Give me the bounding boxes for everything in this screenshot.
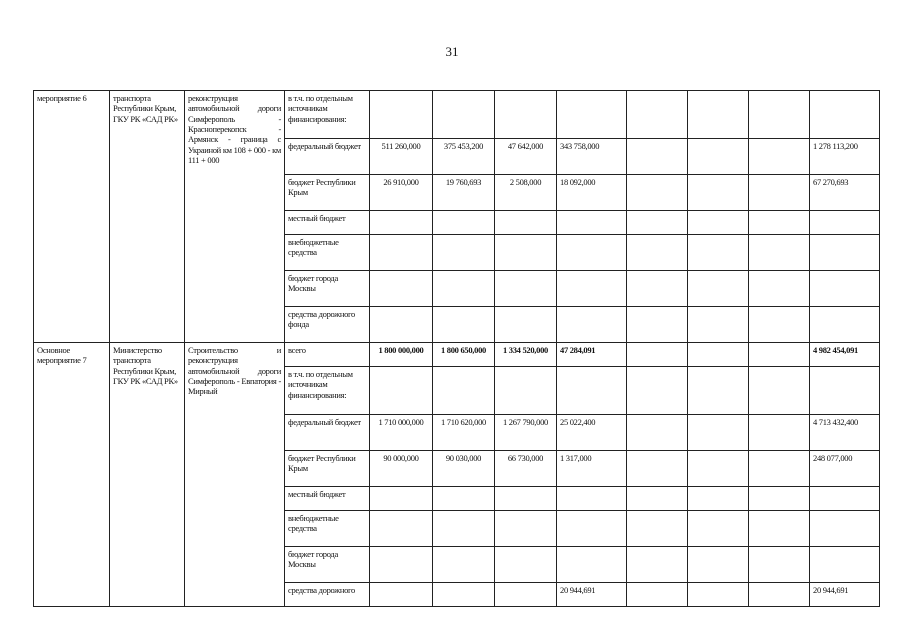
funding-source-cell: в т.ч. по отдельным источникам финансирования: <box>285 367 370 415</box>
amount-cell <box>749 175 810 211</box>
executor-cell: транспорта Республики Крым, ГКУ РК «САД РК» <box>110 91 185 343</box>
amount-cell <box>627 139 688 175</box>
amount-cell <box>688 415 749 451</box>
amount-cell <box>557 235 627 271</box>
amount-cell <box>370 511 433 547</box>
funding-source-cell: местный бюджет <box>285 487 370 511</box>
funding-source-cell: бюджет города Москвы <box>285 547 370 583</box>
amount-cell <box>370 211 433 235</box>
amount-cell <box>627 547 688 583</box>
amount-cell <box>810 367 880 415</box>
amount-cell <box>749 415 810 451</box>
page-number: 31 <box>445 44 459 59</box>
funding-source-cell: федеральный бюджет <box>285 139 370 175</box>
amount-cell <box>370 487 433 511</box>
amount-cell <box>749 211 810 235</box>
amount-cell <box>495 211 557 235</box>
amount-cell <box>749 547 810 583</box>
amount-cell <box>433 307 495 343</box>
amount-cell: 1 800 000,000 <box>370 343 433 367</box>
amount-cell <box>627 271 688 307</box>
amount-cell <box>688 91 749 139</box>
amount-cell: 47 642,000 <box>495 139 557 175</box>
amount-cell <box>433 547 495 583</box>
funding-source-cell: средства дорожного <box>285 583 370 607</box>
amount-cell <box>370 235 433 271</box>
amount-cell: 1 317,000 <box>557 451 627 487</box>
amount-cell <box>627 91 688 139</box>
amount-cell <box>749 511 810 547</box>
funding-source-cell: внебюджетные средства <box>285 511 370 547</box>
amount-cell <box>433 511 495 547</box>
amount-cell <box>495 367 557 415</box>
amount-cell: 1 334 520,000 <box>495 343 557 367</box>
amount-cell: 511 260,000 <box>370 139 433 175</box>
amount-cell <box>627 235 688 271</box>
amount-cell: 1 800 650,000 <box>433 343 495 367</box>
description-cell: Строительство и реконструкция автомобильной дороги Симферополь - Евпатория - Мирный <box>185 343 285 607</box>
amount-cell <box>627 211 688 235</box>
amount-cell <box>688 235 749 271</box>
funding-source-cell: всего <box>285 343 370 367</box>
amount-cell <box>627 415 688 451</box>
amount-cell: 1 278 113,200 <box>810 139 880 175</box>
amount-cell <box>495 307 557 343</box>
amount-cell <box>688 511 749 547</box>
funding-table <box>33 90 880 607</box>
amount-cell <box>688 367 749 415</box>
table-row <box>34 91 880 139</box>
amount-cell <box>433 271 495 307</box>
amount-cell <box>688 487 749 511</box>
amount-cell <box>627 487 688 511</box>
amount-cell <box>370 367 433 415</box>
funding-source-cell: бюджет Республики Крым <box>285 451 370 487</box>
amount-cell <box>749 343 810 367</box>
amount-cell <box>688 547 749 583</box>
amount-cell <box>557 91 627 139</box>
amount-cell <box>627 583 688 607</box>
amount-cell <box>688 211 749 235</box>
amount-cell <box>495 235 557 271</box>
amount-cell <box>495 583 557 607</box>
table-row <box>34 343 880 367</box>
amount-cell <box>627 367 688 415</box>
amount-cell: 248 077,000 <box>810 451 880 487</box>
measure-cell: Основное мероприятие 7 <box>34 343 110 607</box>
amount-cell <box>749 307 810 343</box>
amount-cell <box>688 451 749 487</box>
amount-cell <box>810 487 880 511</box>
amount-cell <box>433 367 495 415</box>
amount-cell <box>495 487 557 511</box>
amount-cell: 66 730,000 <box>495 451 557 487</box>
amount-cell: 4 713 432,400 <box>810 415 880 451</box>
amount-cell <box>370 583 433 607</box>
amount-cell <box>627 175 688 211</box>
amount-cell: 1 710 620,000 <box>433 415 495 451</box>
amount-cell <box>749 91 810 139</box>
amount-cell <box>749 583 810 607</box>
amount-cell <box>557 487 627 511</box>
amount-cell <box>495 91 557 139</box>
amount-cell: 343 758,000 <box>557 139 627 175</box>
amount-cell <box>688 175 749 211</box>
amount-cell <box>627 307 688 343</box>
amount-cell <box>557 307 627 343</box>
amount-cell: 1 710 000,000 <box>370 415 433 451</box>
amount-cell <box>688 343 749 367</box>
amount-cell <box>433 235 495 271</box>
funding-source-cell: бюджет города Москвы <box>285 271 370 307</box>
amount-cell <box>557 211 627 235</box>
amount-cell <box>749 487 810 511</box>
amount-cell <box>433 211 495 235</box>
amount-cell <box>370 547 433 583</box>
amount-cell <box>370 307 433 343</box>
amount-cell <box>810 235 880 271</box>
amount-cell <box>433 91 495 139</box>
amount-cell <box>749 271 810 307</box>
amount-cell: 47 284,091 <box>557 343 627 367</box>
funding-source-cell: средства дорожного фонда <box>285 307 370 343</box>
amount-cell <box>370 91 433 139</box>
amount-cell <box>557 511 627 547</box>
amount-cell <box>749 451 810 487</box>
amount-cell: 26 910,000 <box>370 175 433 211</box>
amount-cell: 1 267 790,000 <box>495 415 557 451</box>
amount-cell: 25 022,400 <box>557 415 627 451</box>
amount-cell <box>557 547 627 583</box>
amount-cell: 90 030,000 <box>433 451 495 487</box>
amount-cell <box>495 271 557 307</box>
amount-cell: 90 000,000 <box>370 451 433 487</box>
amount-cell: 375 453,200 <box>433 139 495 175</box>
funding-source-cell: федеральный бюджет <box>285 415 370 451</box>
funding-source-cell: бюджет Республики Крым <box>285 175 370 211</box>
amount-cell <box>810 271 880 307</box>
amount-cell <box>810 91 880 139</box>
amount-cell: 19 760,693 <box>433 175 495 211</box>
amount-cell <box>688 583 749 607</box>
funding-source-cell: в т.ч. по отдельным источникам финансирования: <box>285 91 370 139</box>
amount-cell <box>627 511 688 547</box>
executor-cell: Министерство транспорта Республики Крым, ГКУ РК «САД РК» <box>110 343 185 607</box>
amount-cell: 67 270,693 <box>810 175 880 211</box>
amount-cell: 4 982 454,091 <box>810 343 880 367</box>
amount-cell <box>749 139 810 175</box>
amount-cell: 2 508,000 <box>495 175 557 211</box>
amount-cell <box>749 235 810 271</box>
amount-cell <box>495 547 557 583</box>
amount-cell <box>749 367 810 415</box>
amount-cell <box>810 547 880 583</box>
amount-cell: 18 092,000 <box>557 175 627 211</box>
amount-cell <box>688 271 749 307</box>
amount-cell <box>557 367 627 415</box>
amount-cell <box>433 487 495 511</box>
amount-cell <box>627 451 688 487</box>
amount-cell: 20 944,691 <box>810 583 880 607</box>
amount-cell <box>627 343 688 367</box>
amount-cell <box>810 211 880 235</box>
measure-cell: мероприятие 6 <box>34 91 110 343</box>
funding-source-cell: местный бюджет <box>285 211 370 235</box>
amount-cell <box>433 583 495 607</box>
amount-cell <box>688 307 749 343</box>
description-cell: реконструкция автомобильной дороги Симферополь - Красноперекопск - Армянск - граница с Украиной км 108 + 000 - км 111 + 000 <box>185 91 285 343</box>
amount-cell <box>688 139 749 175</box>
amount-cell <box>810 307 880 343</box>
amount-cell <box>810 511 880 547</box>
funding-source-cell: внебюджетные средства <box>285 235 370 271</box>
amount-cell <box>370 271 433 307</box>
amount-cell: 20 944,691 <box>557 583 627 607</box>
amount-cell <box>495 511 557 547</box>
amount-cell <box>557 271 627 307</box>
